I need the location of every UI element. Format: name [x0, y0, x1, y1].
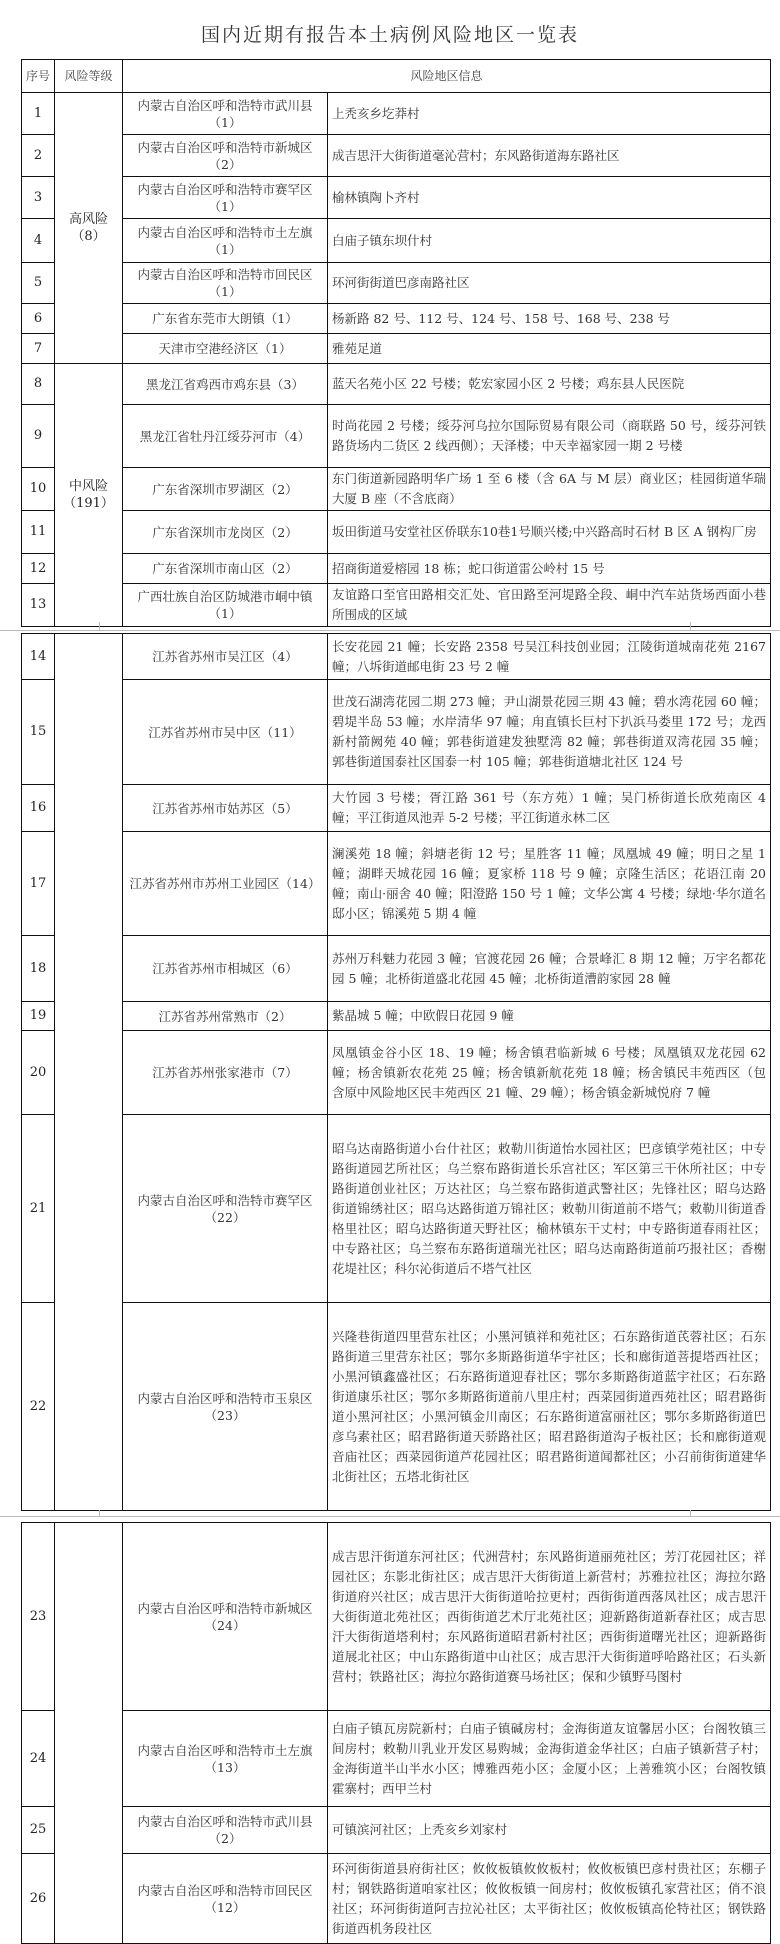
info-cell: 长安花园 21 幢；长安路 2358 号吴江科技创业园；江陵街道城南花苑 2167 幢；八坼街道邮电街 23 号 2 幢	[328, 634, 771, 680]
row-number: 14	[22, 634, 55, 680]
page-corner-mark	[690, 1510, 715, 1517]
region-cell: 内蒙古自治区呼和浩特市回民区（1）	[123, 263, 328, 304]
info-cell: 时尚花园 2 号楼；绥芬河乌拉尔国际贸易有限公司（商联路 50 号，绥芬河铁路货场内二货区 2 线西侧）；天泽楼；中天幸福家园一期 2 号楼	[328, 405, 771, 468]
table-row	[22, 936, 771, 1002]
region-cell: 内蒙古自治区呼和浩特市武川县（2）	[123, 1807, 328, 1854]
info-cell: 苏州万科魅力花园 3 幢；官渡花园 26 幢；合景峰汇 8 期 12 幢；万宇名都花园 5 幢；北桥街道盛北花园 45 幢；北桥街道漕韵家园 28 幢	[328, 936, 771, 1002]
region-cell: 内蒙古自治区呼和浩特市赛罕区（22）	[123, 1115, 328, 1303]
info-cell: 昭乌达南路街道小台什社区；敕勒川街道怡水园社区；巴彦镇学苑社区；中专路街道园艺所社区；乌兰察布路街道长乐宫社区；军区第三干休所社区；中专路街道创业社区；万达社区；乌兰察布路街道武警社区；先锋社区；昭乌达路街道锦绣社区；昭乌达路街道万锦社区；敕勒川街道前不塔气；敕勒川街道香格里社区；昭乌达路街道天野社区；榆林镇东干丈村；中专路街道春雨社区；中专路社区；乌兰察布东路街道瑞光社区；昭乌达南路街道前巧报社区；香榭花堤社区；科尔沁街道后不塔气社区	[328, 1115, 771, 1303]
table-row	[22, 1854, 771, 1944]
info-cell: 环河街街道巴彦南路社区	[328, 263, 771, 304]
table-row	[22, 135, 771, 177]
row-number: 8	[22, 364, 55, 405]
region-cell: 内蒙古自治区呼和浩特市新城区（24）	[123, 1523, 328, 1711]
region-cell: 江苏省苏州市吴中区（11）	[123, 680, 328, 785]
region-cell: 天津市空港经济区（1）	[123, 334, 328, 364]
region-cell: 内蒙古自治区呼和浩特市回民区（12）	[123, 1854, 328, 1944]
table-row	[22, 405, 771, 468]
info-cell: 白庙子镇瓦房院新村；白庙子镇碱房村；金海街道友谊馨居小区；台阁牧镇三间房村；敕勒川乳业开发区易购城；金海街道金华社区；白庙子镇新营子村；金海街道半山半水小区；博雅西苑小区；金厦小区；上善雅筑小区；台阁牧镇霍寨村；西甲兰村	[328, 1711, 771, 1807]
row-number: 23	[22, 1523, 55, 1711]
table-row	[22, 1002, 771, 1031]
table-row	[22, 785, 771, 832]
row-number: 3	[22, 177, 55, 219]
table-row	[22, 511, 771, 554]
info-cell: 雅苑足道	[328, 334, 771, 364]
table-row	[22, 1711, 771, 1807]
region-cell: 江苏省苏州常熟市（2）	[123, 1002, 328, 1031]
page-corner-mark	[75, 622, 100, 631]
row-number: 26	[22, 1854, 55, 1944]
risk-level-medium: 中风险（191）	[55, 364, 123, 627]
region-cell: 广西壮族自治区防城港市峒中镇（1）	[123, 584, 328, 627]
risk-level-high: 高风险（8）	[55, 93, 123, 364]
info-cell: 大竹园 3 号楼；胥江路 361 号（东方苑）1 幢；吴门桥街道长欣苑南区 4 幢；平江街道凤池弄 5-2 号楼；平江街道永林二区	[328, 785, 771, 832]
row-number: 6	[22, 304, 55, 334]
info-cell: 东门街道新园路明华广场 1 至 6 楼（含 6A 与 M 层）商业区；桂园街道华瑞大厦 B 座（不含底商）	[328, 468, 771, 511]
info-cell: 可镇滨河社区；上秃亥乡刘家村	[328, 1807, 771, 1854]
table-row	[22, 177, 771, 219]
info-cell: 蓝天名苑小区 22 号楼；乾宏家园小区 2 号楼；鸡东县人民医院	[328, 364, 771, 405]
risk-table-page-3	[21, 1522, 771, 1944]
row-number: 12	[22, 554, 55, 584]
table-header-row	[22, 60, 771, 93]
region-cell: 广东省东莞市大朗镇（1）	[123, 304, 328, 334]
region-cell: 广东省深圳市龙岗区（2）	[123, 511, 328, 554]
info-cell: 紫晶城 5 幢；中欧假日花园 9 幢	[328, 1002, 771, 1031]
region-cell: 内蒙古自治区呼和浩特市赛罕区（1）	[123, 177, 328, 219]
table-row	[22, 304, 771, 334]
row-number: 25	[22, 1807, 55, 1854]
table-row	[22, 1807, 771, 1854]
row-number: 5	[22, 263, 55, 304]
table-row	[22, 364, 771, 405]
table-row	[22, 468, 771, 511]
info-cell: 世茂石湖湾花园二期 273 幢；尹山湖景花园三期 43 幢；碧水湾花园 60 幢；碧堤半岛 53 幢；水岸清华 97 幢；甪直镇长巨村下扒浜马娄里 172 号；龙西新村箭阙苑 40 幢；郭巷街道建发独墅湾 82 幢；郭巷街道双湾花园 35 幢；郭巷街道国泰社区国泰一村 105 幢；郭巷街道塘北社区 124 号	[328, 680, 771, 785]
table-row	[22, 1115, 771, 1303]
row-number: 7	[22, 334, 55, 364]
region-cell: 黑龙江省牡丹江绥芬河市（4）	[123, 405, 328, 468]
region-cell: 内蒙古自治区呼和浩特市土左旗（1）	[123, 219, 328, 263]
region-cell: 内蒙古自治区呼和浩特市新城区（2）	[123, 135, 328, 177]
info-cell: 招商街道爱榕园 18 栋；蛇口街道雷公岭村 15 号	[328, 554, 771, 584]
table-row	[22, 1031, 771, 1115]
info-cell: 坂田街道马安堂社区侨联东10巷1号顺兴楼;中兴路高时石材 B 区 A 钢构厂房	[328, 511, 771, 554]
row-number: 13	[22, 584, 55, 627]
page-break-line	[0, 630, 780, 631]
header-level: 风险等级	[55, 60, 123, 93]
table-row	[22, 263, 771, 304]
table-row	[22, 634, 771, 680]
info-cell: 澜溪苑 18 幢；斜塘老街 12 号；星胜客 11 幢；凤凰城 49 幢；明日之星 1 幢；湖畔天城花园 16 幢；夏家桥 118 号 9 幢；京隆生活区；花语江南 20 幢；南山·丽舍 40 幢；阳澄路 150 号 1 幢；文华公寓 4 号楼；绿地·华尔道名邸小区；锦溪苑 5 期 4 幢	[328, 832, 771, 936]
info-cell: 环河街街道县府街社区；攸攸板镇攸攸板村；攸攸板镇巴彦村贵社区；东棚子村；钢铁路街道咱家社区；攸攸板镇一间房村；攸攸板镇孔家营社区；俏不浪社区；环河街街道阿吉拉沁社区；太平街社区；攸攸板镇高伦特社区；钢铁路街道西机务段社区	[328, 1854, 771, 1944]
info-cell: 杨新路 82 号、112 号、124 号、158 号、168 号、238 号	[328, 304, 771, 334]
row-number: 11	[22, 511, 55, 554]
risk-table-page-2	[21, 633, 771, 1511]
row-number: 20	[22, 1031, 55, 1115]
info-cell: 成吉思汗街道东河社区；代洲营村；东风路街道丽苑社区；芳汀花园社区；祥园社区；东影北街社区；成吉思汗大街街道上新营村；苏雅拉社区；海拉尔路街道府兴社区；成吉思汗大街街道哈拉更村；西街街道西落凤社区；成吉思汗大街街道北苑社区；西街街道艺术厅北苑社区；迎新路街道新春社区；成吉思汗大街街道塔利村；东风路街道昭君新村社区；西街街道曙光社区；迎新路街道展北社区；中山东路街道中山社区；成吉思汗大街街道呼哈路社区；石头新营村；铁路社区；海拉尔路街道赛马场社区；保和少镇野马图村	[328, 1523, 771, 1711]
row-number: 16	[22, 785, 55, 832]
risk-level-cell-continued	[55, 634, 123, 1511]
region-cell: 广东省深圳市罗湖区（2）	[123, 468, 328, 511]
row-number: 2	[22, 135, 55, 177]
row-number: 21	[22, 1115, 55, 1303]
table-row	[22, 832, 771, 936]
table-row	[22, 584, 771, 627]
row-number: 1	[22, 93, 55, 135]
info-cell: 榆林镇陶卜齐村	[328, 177, 771, 219]
info-cell: 上秃亥乡圪莽村	[328, 93, 771, 135]
page-corner-mark	[690, 622, 715, 631]
row-number: 4	[22, 219, 55, 263]
table-row	[22, 219, 771, 263]
region-cell: 江苏省苏州张家港市（7）	[123, 1031, 328, 1115]
page-break-line	[0, 1516, 780, 1517]
info-cell: 兴隆巷街道四里营东社区；小黑河镇祥和苑社区；石东路街道芪蓉社区；石东路街道三里营东社区；鄂尔多斯路街道华宇社区；长和廊街道菩提塔西社区；小黑河镇鑫盛社区；石东路街道迎春社区；鄂尔多斯路街道蓝宇社区；石东路街道康乐社区；鄂尔多斯路街道前八里庄村；西菜园街道西苑社区；昭君路街道小黑河社区；小黑河镇金川南区；石东路街道富丽社区；鄂尔多斯路街道巴彦乌素社区；昭君路街道天骄路社区；昭君路街道沟子板社区；长和廊街道观音庙社区；西菜园街道芦花园社区；昭君路街道闻都社区；小召前街街道建华北街社区；五塔北街社区	[328, 1303, 771, 1511]
info-cell: 成吉思汗大街街道毫沁营村；东风路街道海东路社区	[328, 135, 771, 177]
row-number: 22	[22, 1303, 55, 1511]
header-no: 序号	[22, 60, 55, 93]
risk-table-page-1	[21, 59, 771, 627]
table-row	[22, 1523, 771, 1711]
region-cell: 内蒙古自治区呼和浩特市玉泉区（23）	[123, 1303, 328, 1511]
info-cell: 白庙子镇东坝什村	[328, 219, 771, 263]
page-corner-mark	[75, 1510, 100, 1517]
header-info: 风险地区信息	[123, 60, 771, 93]
info-cell: 友谊路口至官田路相交汇处、官田路至河堤路全段、峒中汽车站货场西面小巷所围成的区域	[328, 584, 771, 627]
row-number: 19	[22, 1002, 55, 1031]
table-row	[22, 1303, 771, 1511]
table-row	[22, 93, 771, 135]
table-row	[22, 334, 771, 364]
row-number: 9	[22, 405, 55, 468]
region-cell: 广东省深圳市南山区（2）	[123, 554, 328, 584]
row-number: 24	[22, 1711, 55, 1807]
document-title: 国内近期有报告本土病例风险地区一览表	[200, 24, 579, 46]
region-cell: 江苏省苏州市苏州工业园区（14）	[123, 832, 328, 936]
region-cell: 江苏省苏州市姑苏区（5）	[123, 785, 328, 832]
region-cell: 内蒙古自治区呼和浩特市武川县（1）	[123, 93, 328, 135]
risk-level-cell-continued	[55, 1523, 123, 1944]
region-cell: 黑龙江省鸡西市鸡东县（3）	[123, 364, 328, 405]
row-number: 18	[22, 936, 55, 1002]
row-number: 15	[22, 680, 55, 785]
row-number: 17	[22, 832, 55, 936]
region-cell: 江苏省苏州市相城区（6）	[123, 936, 328, 1002]
region-cell: 内蒙古自治区呼和浩特市土左旗（13）	[123, 1711, 328, 1807]
info-cell: 凤凰镇金谷小区 18、19 幢；杨舍镇君临新城 6 号楼；凤凰镇双龙花园 62 幢；杨舍镇新农花苑 25 幢；杨舍镇新航花苑 18 幢；杨舍镇民丰苑西区（包含原中风险地区民丰苑西区 21 幢、29 幢）；杨舍镇金新城悦府 7 幢	[328, 1031, 771, 1115]
row-number: 10	[22, 468, 55, 511]
table-row	[22, 680, 771, 785]
table-row	[22, 554, 771, 584]
region-cell: 江苏省苏州市吴江区（4）	[123, 634, 328, 680]
